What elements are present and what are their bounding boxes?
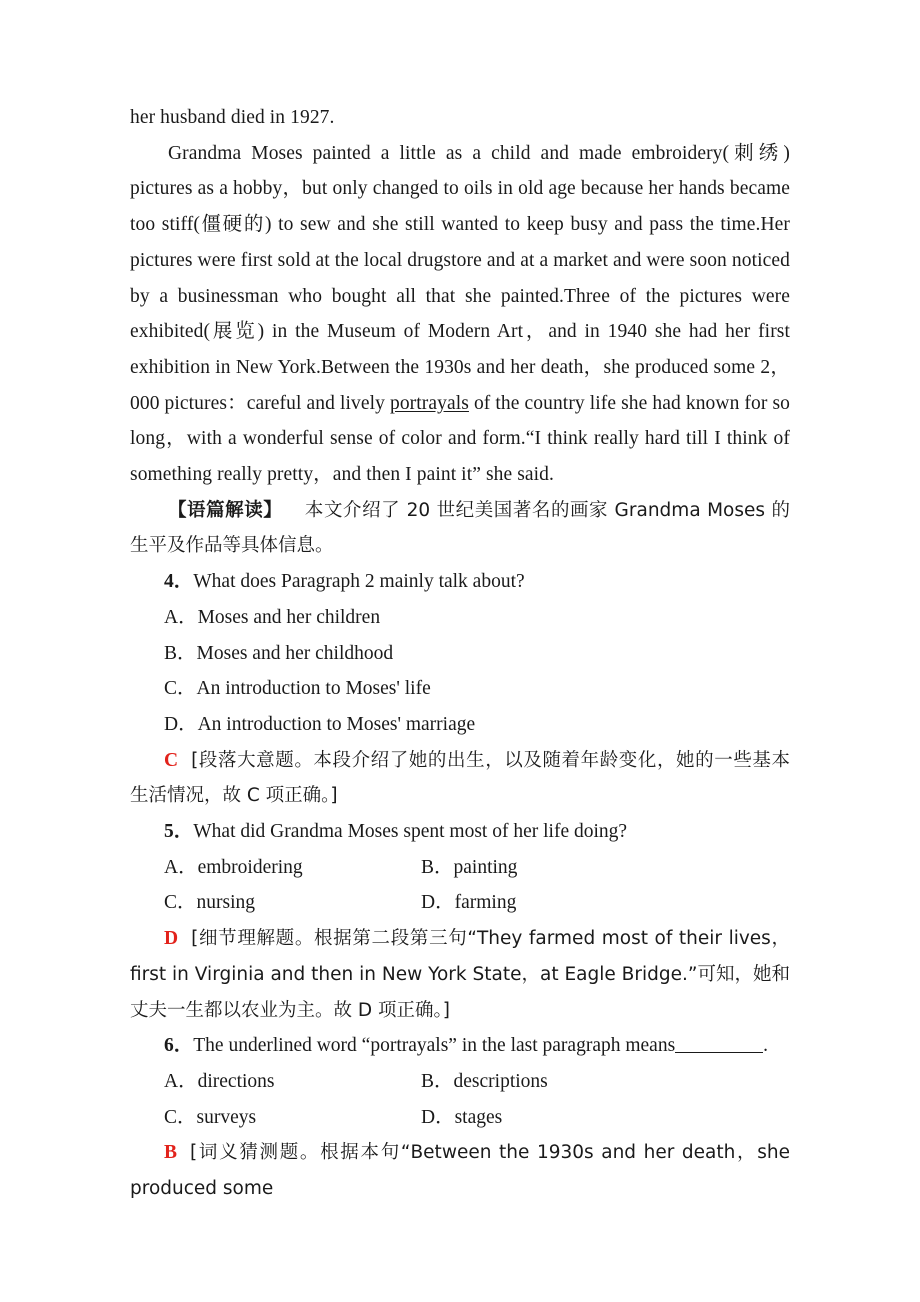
option-6-b[interactable]: [387, 1064, 790, 1100]
analysis-label: 【语篇解读】: [168, 499, 283, 521]
question-6-text-end: .: [763, 1035, 769, 1057]
option-label: Moses and her children: [197, 606, 381, 628]
option-6-d[interactable]: [387, 1100, 790, 1136]
explanation-text: [段落大意题。本段介绍了她的出生，以及随着年龄变化，她的一些基本生活情况，故 C 项正确。]: [130, 749, 790, 807]
question-5-stem: [130, 814, 790, 850]
option-row: [130, 1064, 790, 1100]
page-content: [130, 100, 790, 1207]
option-letter: A．: [164, 1070, 198, 1092]
question-6-explanation: [130, 1135, 790, 1206]
question-4-options: [130, 600, 790, 743]
question-6-number: 6．: [164, 1035, 194, 1057]
option-letter: B．: [421, 1070, 454, 1092]
option-label: embroidering: [197, 856, 303, 878]
option-label: directions: [197, 1070, 275, 1092]
option-label: descriptions: [453, 1070, 548, 1092]
question-5-number: 5．: [164, 821, 194, 843]
option-row: [130, 636, 790, 672]
option-letter: D．: [421, 1106, 455, 1128]
explanation-text: [词义猜测题。根据本句“Between the 1930s and her death，she produced some: [130, 1142, 790, 1200]
option-letter: A．: [164, 606, 198, 628]
option-row: [130, 1100, 790, 1136]
option-letter: A．: [164, 856, 198, 878]
question-5-text: What did Grandma Moses spent most of her life doing?: [193, 821, 628, 843]
question-6-options: [130, 1064, 790, 1135]
option-letter: C．: [164, 1106, 197, 1128]
option-row: [130, 707, 790, 743]
answer-key-4: C: [164, 749, 179, 771]
option-6-a[interactable]: [130, 1064, 387, 1100]
option-4-d[interactable]: [130, 707, 790, 743]
option-label: painting: [453, 856, 518, 878]
option-row: [130, 885, 790, 921]
question-4-number: 4．: [164, 571, 194, 593]
option-4-b[interactable]: [130, 636, 790, 672]
option-letter: D．: [164, 713, 198, 735]
option-label: surveys: [196, 1106, 257, 1128]
option-4-a[interactable]: [130, 600, 790, 636]
option-label: Moses and her childhood: [196, 642, 394, 664]
option-letter: B．: [164, 642, 197, 664]
passage-paragraph-2-part-b: of the country life she had known for so long，with a wonderful sense of color and form.“I think really hard till I think of something really pretty，and then I paint it” she said.: [130, 392, 790, 486]
option-4-c[interactable]: [130, 671, 790, 707]
question-block-6: [130, 1028, 790, 1207]
passage-paragraph-2: [130, 136, 790, 493]
option-5-a[interactable]: [130, 850, 387, 886]
question-4-text: What does Paragraph 2 mainly talk about?: [193, 571, 525, 593]
question-5-explanation: [130, 921, 790, 1028]
question-6-text: The underlined word “portrayals” in the last paragraph means: [193, 1035, 676, 1057]
passage-paragraph-2-part-a: Grandma Moses painted a little as a child and made embroidery(刺绣) pictures as a hobby，but only changed to oils in old age because her hands became too stiff(僵硬的) to sew and she still wanted to keep busy and pass the time.Her pictures were first sold at the local drugstore and at a market and were soon noticed by a businessman who bought all that she painted.Three of the pictures were exhibited(展览) in the Museum of Modern Art，and in 1940 she had her first exhibition in New York.Between the 1930s and her death，she produced some 2，000 pictures：careful and lively: [130, 142, 790, 414]
option-label: An introduction to Moses' life: [196, 678, 431, 700]
option-label: An introduction to Moses' marriage: [197, 713, 476, 735]
question-block-4: [130, 564, 790, 814]
question-4-explanation: [130, 743, 790, 814]
question-6-stem: [130, 1028, 790, 1064]
question-4-stem: [130, 564, 790, 600]
analysis-text: 本文介绍了 20 世纪美国著名的画家 Grandma Moses 的生平及作品等具体信息。: [130, 499, 790, 557]
option-letter: C．: [164, 678, 197, 700]
underlined-word-portrayals: portrayals: [389, 392, 469, 414]
passage-line-1: her husband died in 1927.: [130, 107, 335, 128]
option-label: farming: [454, 892, 517, 914]
option-row: [130, 600, 790, 636]
explanation-text: [细节理解题。根据第二段第三句“They farmed most of their lives，first in Virginia and then in New York State，at Eagle Bridge.”可知，她和丈夫一生都以农业为主。故 D 项正确。]: [130, 928, 790, 1021]
option-5-d[interactable]: [387, 885, 790, 921]
option-row: [130, 850, 790, 886]
option-row: [130, 671, 790, 707]
option-6-c[interactable]: [130, 1100, 387, 1136]
option-5-c[interactable]: [130, 885, 387, 921]
answer-blank[interactable]: [675, 1052, 763, 1053]
option-5-b[interactable]: [387, 850, 790, 886]
option-letter: B．: [421, 856, 454, 878]
passage-analysis: [130, 493, 790, 564]
option-letter: C．: [164, 892, 197, 914]
answer-key-6: B: [164, 1142, 178, 1164]
question-block-5: [130, 814, 790, 1028]
question-5-options: [130, 850, 790, 921]
answer-key-5: D: [164, 928, 179, 950]
option-letter: D．: [421, 892, 455, 914]
option-label: stages: [454, 1106, 503, 1128]
option-label: nursing: [196, 892, 256, 914]
